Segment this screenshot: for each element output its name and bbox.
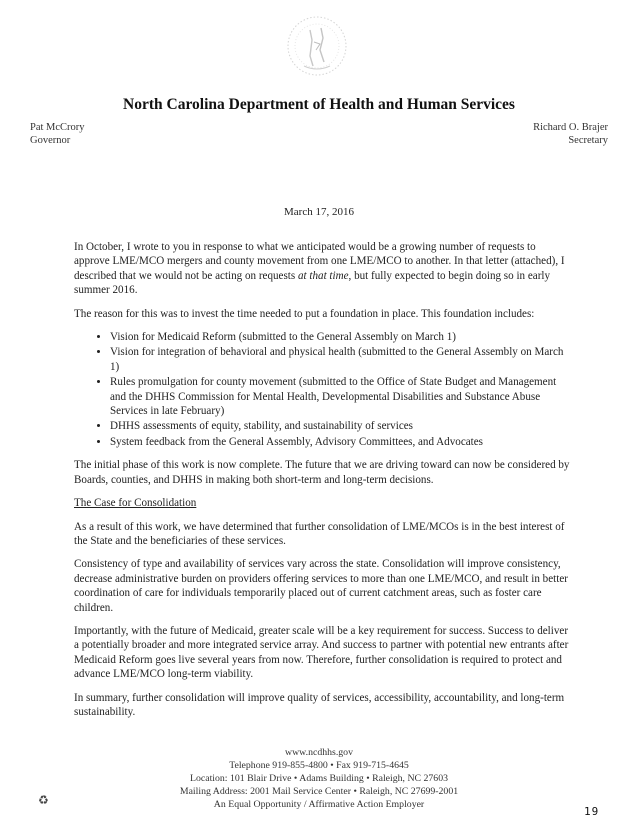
footer-mailing: Mailing Address: 2001 Mail Service Center • Raleigh, NC 27699-2001 <box>179 786 459 797</box>
list-item: • Vision for Medicaid Reform (submitted to the General Assembly on March 1) <box>110 330 574 344</box>
state-seal-watermark <box>286 10 348 82</box>
department-name: North Carolina Department of Health and Human Services <box>123 96 515 113</box>
list-item: • Rules promulgation for county movement (submitted to the Office of State Budget and Management and the DHHS Commission for Mental Health, Developmental Disabilities and Substance Abuse Services in late February) <box>110 375 574 418</box>
footer-eoe: An Equal Opportunity / Affirmative Action Employer <box>213 799 425 810</box>
footer-phone: Telephone 919-855-4800 • Fax 919-715-4645 <box>229 760 409 771</box>
letter-footer <box>0 746 638 811</box>
list-item: • Vision for integration of behavioral and physical health (submitted to the General Assembly on March 1) <box>110 345 574 374</box>
foundation-list <box>74 330 574 449</box>
paragraph-consistency: Consistency of type and availability of services vary across the state. Consolidation will improve consistency, decrease administrative burden on providers offering services to more than one LME/MCO, and result in better coordination of care for individuals temporarily placed out of current catchment areas, such as foster care children. <box>74 558 568 614</box>
governor-block <box>30 121 85 147</box>
paragraph-initial-phase: The initial phase of this work is now complete. The future that we are driving toward can now be considered by Boards, counties, and DHHS in making both short-term and long-term decisions. <box>74 459 570 486</box>
letter-date: March 17, 2016 <box>284 206 354 218</box>
governor-name: Pat McCrory <box>30 122 85 133</box>
secretary-block <box>533 121 608 147</box>
section-heading: The Case for Consolidation <box>74 497 197 510</box>
footer-website: www.ncdhhs.gov <box>285 747 353 758</box>
emphasis-text: at that time <box>297 269 349 282</box>
list-item: • System feedback from the General Assembly, Advisory Committees, and Advocates <box>110 435 574 449</box>
recycle-icon: ♻ <box>38 793 49 807</box>
secretary-name: Richard O. Brajer <box>533 122 608 133</box>
governor-title: Governor <box>30 135 71 146</box>
paragraph-reason: The reason for this was to invest the time needed to put a foundation in place. This foundation includes: <box>74 307 535 320</box>
paragraph-importantly: Importantly, with the future of Medicaid, greater scale will be a key requirement for success. Success to deliver a potentially broader and more integrated service array. And success to partner with potential new entrants after Medicaid Reform goes live several years from now. Therefore, further consolidation is required to protect and advance LME/MCO long-term viability. <box>74 624 569 681</box>
list-item: • DHHS assessments of equity, stability, and sustainability of services <box>110 419 574 433</box>
footer-location: Location: 101 Blair Drive • Adams Building • Raleigh, NC 27603 <box>189 773 448 784</box>
paragraph-result: As a result of this work, we have determined that further consolidation of LME/MCOs is in the best interest of the State and the beneficiaries of these services. <box>74 520 565 547</box>
letter-body <box>74 240 574 728</box>
paragraph-summary: In summary, further consolidation will improve quality of services, accessibility, accountability, and long-term sustainability. <box>74 691 565 718</box>
page-number: 19 <box>584 805 600 818</box>
paragraph-intro: In October, I wrote to you in response to what we anticipated would be a growing number of requests to approve LME/MCO mergers and county movement from one LME/MCO to another. In that letter (attached), I described that we would not be acting on requests at that time, but fully expected to begin doing so in early summer 2016. <box>74 241 565 297</box>
secretary-title: Secretary <box>568 135 608 146</box>
